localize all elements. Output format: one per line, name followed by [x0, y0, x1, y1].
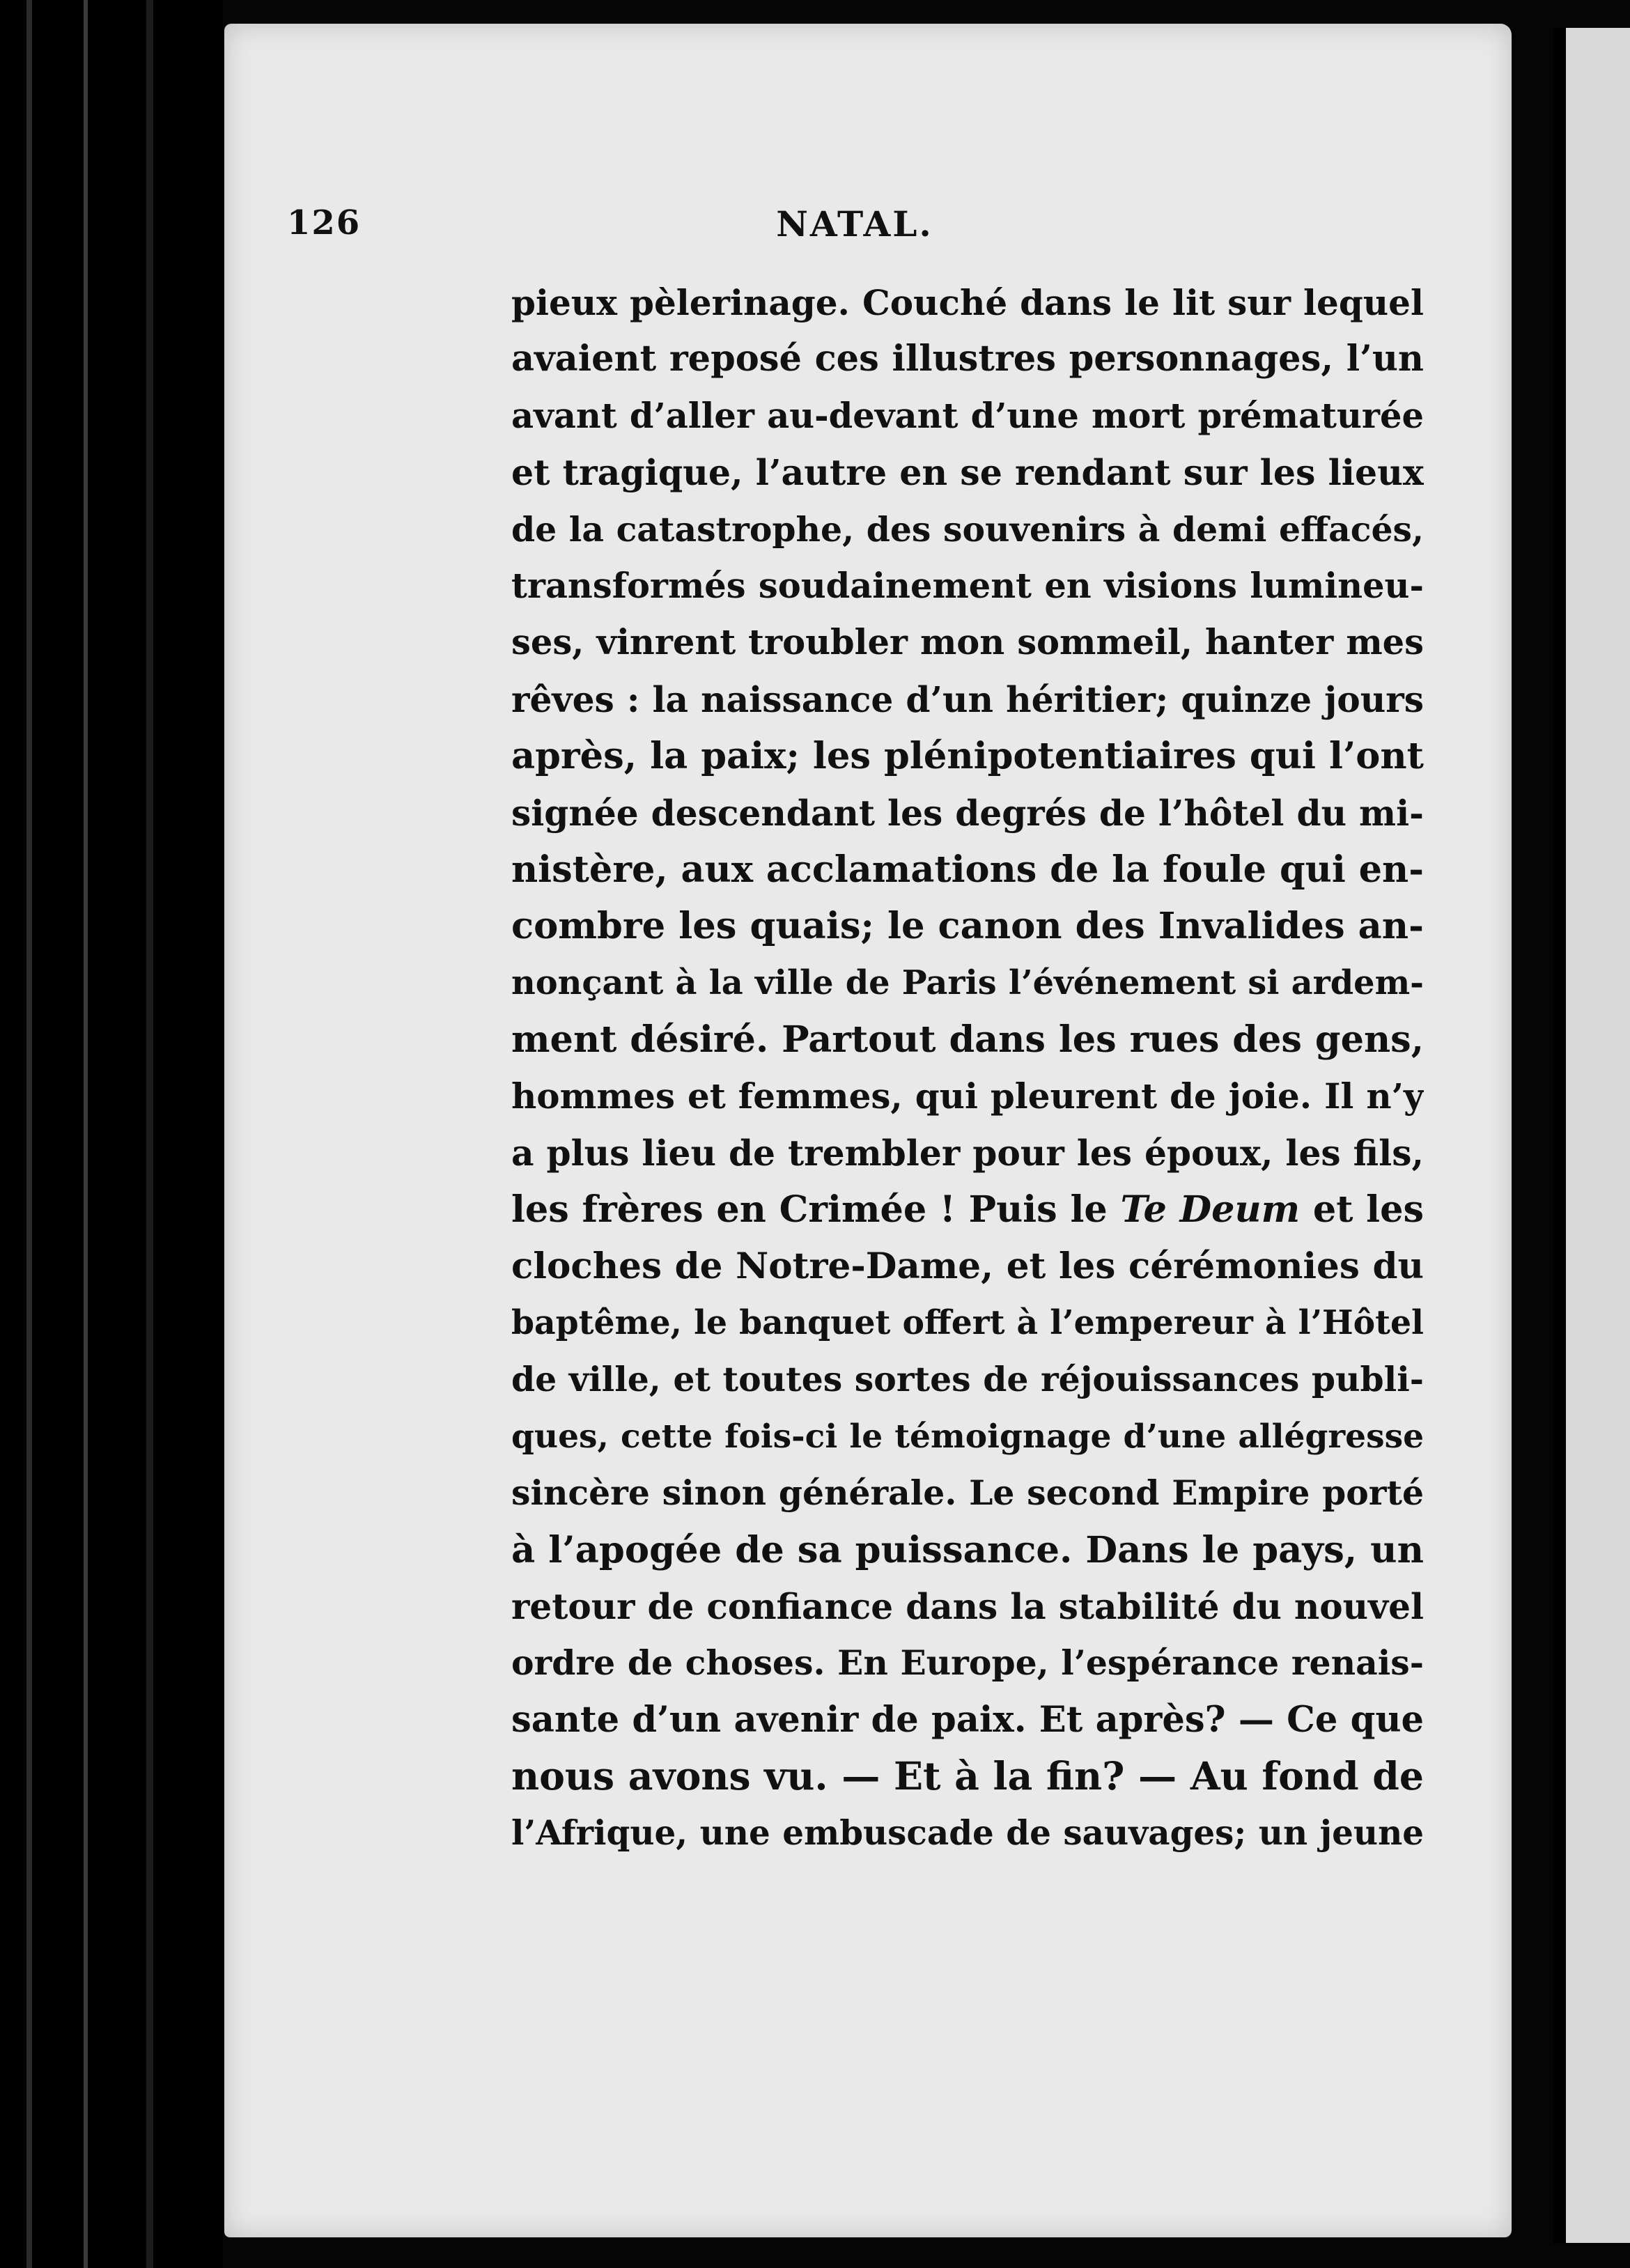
text-line: rêves : la naissance d’un héritier; quinze jours: [511, 678, 1424, 720]
text-line: ordre de choses. En Europe, l’espérance renais-: [511, 1642, 1424, 1684]
text-line: avaient reposé ces illustres personnages, l’un: [511, 338, 1424, 380]
text-line: à l’apogée de sa puissance. Dans le pays, un: [511, 1528, 1424, 1571]
page-number: 126: [287, 203, 362, 242]
text-line: nous avons vu. — Et à la fin? — Au fond de: [511, 1754, 1424, 1800]
running-head: [287, 203, 1422, 259]
text-line: sante d’un avenir de paix. Et après? — Ce que: [511, 1698, 1424, 1741]
text-line: de la catastrophe, des souvenirs à demi effacés,: [511, 508, 1424, 550]
text-line: avant d’aller au-devant d’une mort prématurée: [511, 395, 1424, 436]
text-line: de ville, et toutes sortes de réjouissances publi-: [511, 1359, 1424, 1400]
text-line: combre les quais; le canon des Invalides an-: [511, 904, 1424, 948]
text-line: transformés soudainement en visions lumineu-: [511, 565, 1424, 606]
text-line: cloches de Notre-Dame, et les cérémonies du: [511, 1245, 1424, 1287]
text-line: hommes et femmes, qui pleurent de joie. Il n’y: [511, 1075, 1424, 1117]
running-title: NATAL.: [776, 203, 933, 244]
text-line: ques, cette fois-ci le témoignage d’une allégresse: [511, 1417, 1424, 1456]
text-line: sincère sinon générale. Le second Empire porté: [511, 1473, 1424, 1514]
text-line: nistère, aux acclamations de la foule qui en-: [511, 848, 1424, 891]
body-text: [511, 274, 1424, 1862]
text-line: après, la paix; les plénipotentiaires qui l’ont: [511, 735, 1424, 778]
text-line: ses, vinrent troubler mon sommeil, hanter mes: [511, 622, 1424, 663]
text-line: a plus lieu de trembler pour les époux, les fils,: [511, 1132, 1424, 1174]
text-line: baptême, le banquet offert à l’empereur à l’Hôtel: [511, 1304, 1424, 1343]
text-line: et tragique, l’autre en se rendant sur les lieux: [511, 452, 1424, 494]
text-line: ment désiré. Partout dans les rues des gens,: [511, 1018, 1424, 1062]
text-line: les frères en Crimée ! Puis le Te Deum et les: [511, 1188, 1424, 1232]
text-line: l’Afrique, une embuscade de sauvages; un jeune: [511, 1813, 1424, 1853]
text-line: signée descendant les degrés de l’hôtel du mi-: [511, 792, 1424, 834]
book-binding-edge: [0, 0, 223, 2268]
text-line: nonçant à la ville de Paris l’événement si ardem-: [511, 963, 1424, 1002]
facing-page-edge: [1553, 28, 1630, 2243]
text-line: pieux pèlerinage. Couché dans le lit sur lequel: [511, 282, 1424, 323]
text-line: retour de confiance dans la stabilité du nouvel: [511, 1585, 1424, 1627]
